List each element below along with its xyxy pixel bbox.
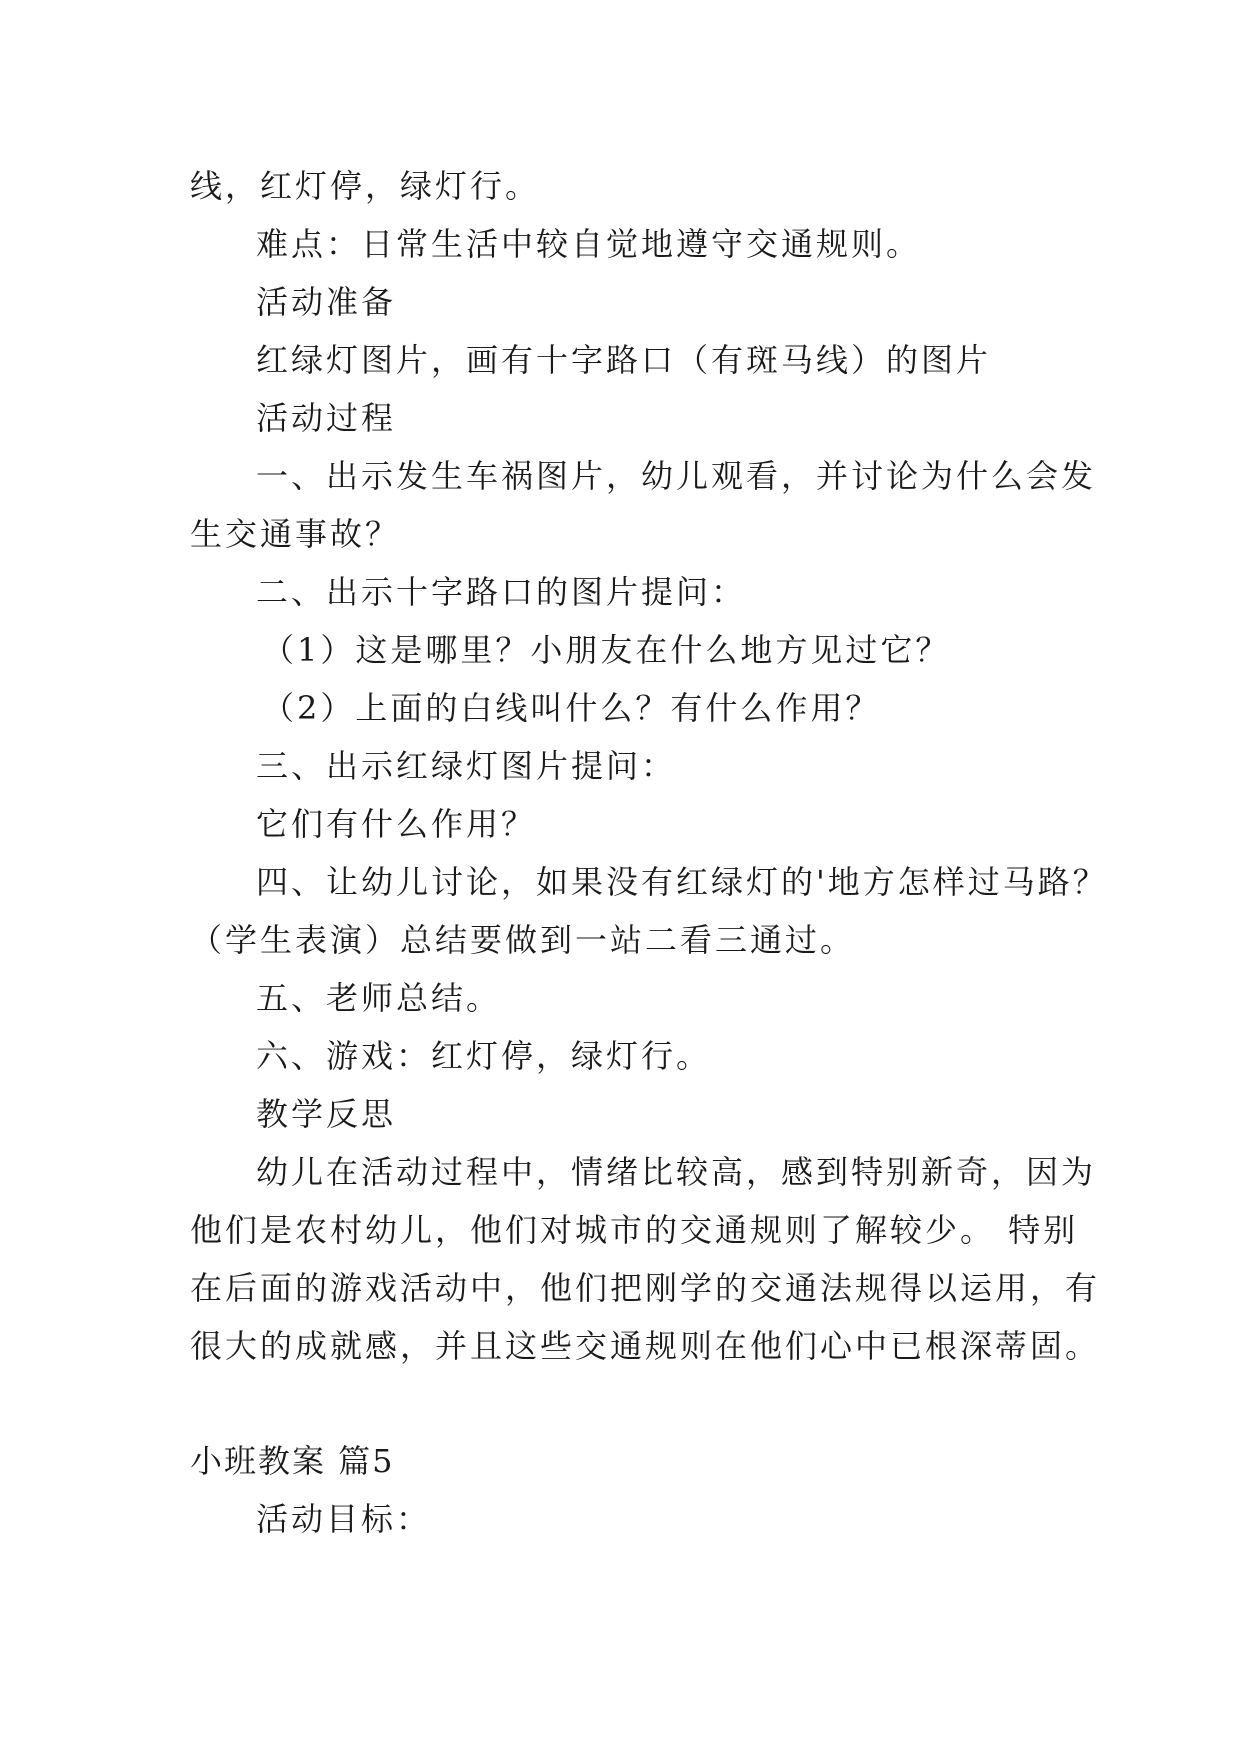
text-line-reflection-1: 幼儿在活动过程中，情绪比较高，感到特别新奇，因为 (256, 1153, 1097, 1191)
text-line-step-one-continued: 生交通事故？ (190, 515, 401, 553)
text-line-question-two: （2）上面的白线叫什么？有什么作用？ (262, 689, 881, 727)
text-line-step-three: 三、出示红绿灯图片提问： (256, 747, 677, 785)
heading-activity-preparation: 活动准备 (256, 283, 397, 321)
text-line-reflection-2: 他们是农村幼儿，他们对城市的交通规则了解较少。 特别 (190, 1211, 1079, 1249)
section-title-lesson-5: 小班教案 篇5 (190, 1442, 395, 1480)
text-line-step-five: 五、老师总结。 (256, 979, 502, 1017)
text-line-goal-continued: 线，红灯停，绿灯行。 (190, 167, 541, 205)
text-line-reflection-3: 在后面的游戏活动中，他们把刚学的交通法规得以运用，有 (190, 1269, 1101, 1307)
heading-teaching-reflection: 教学反思 (256, 1095, 397, 1133)
heading-activity-goals: 活动目标： (256, 1500, 432, 1538)
text-line-question-one: （1）这是哪里？小朋友在什么地方见过它？ (262, 631, 951, 669)
text-line-step-four: 四、让幼儿讨论，如果没有红绿灯的'地方怎样过马路？ (256, 863, 1108, 901)
text-line-materials: 红绿灯图片，画有十字路口（有斑马线）的图片 (256, 341, 992, 379)
text-line-step-four-continued: （学生表演）总结要做到一站二看三通过。 (190, 921, 856, 959)
text-line-step-one: 一、出示发生车祸图片，幼儿观看，并讨论为什么会发 (256, 457, 1097, 495)
text-line-step-six: 六、游戏：红灯停，绿灯行。 (256, 1037, 712, 1075)
text-line-reflection-4: 很大的成就感，并且这些交通规则在他们心中已根深蒂固。 (190, 1327, 1101, 1365)
text-line-difficulty: 难点：日常生活中较自觉地遵守交通规则。 (256, 225, 922, 263)
text-line-step-three-question: 它们有什么作用？ (256, 805, 537, 843)
heading-activity-process: 活动过程 (256, 399, 397, 437)
text-line-step-two: 二、出示十字路口的图片提问： (256, 573, 747, 611)
